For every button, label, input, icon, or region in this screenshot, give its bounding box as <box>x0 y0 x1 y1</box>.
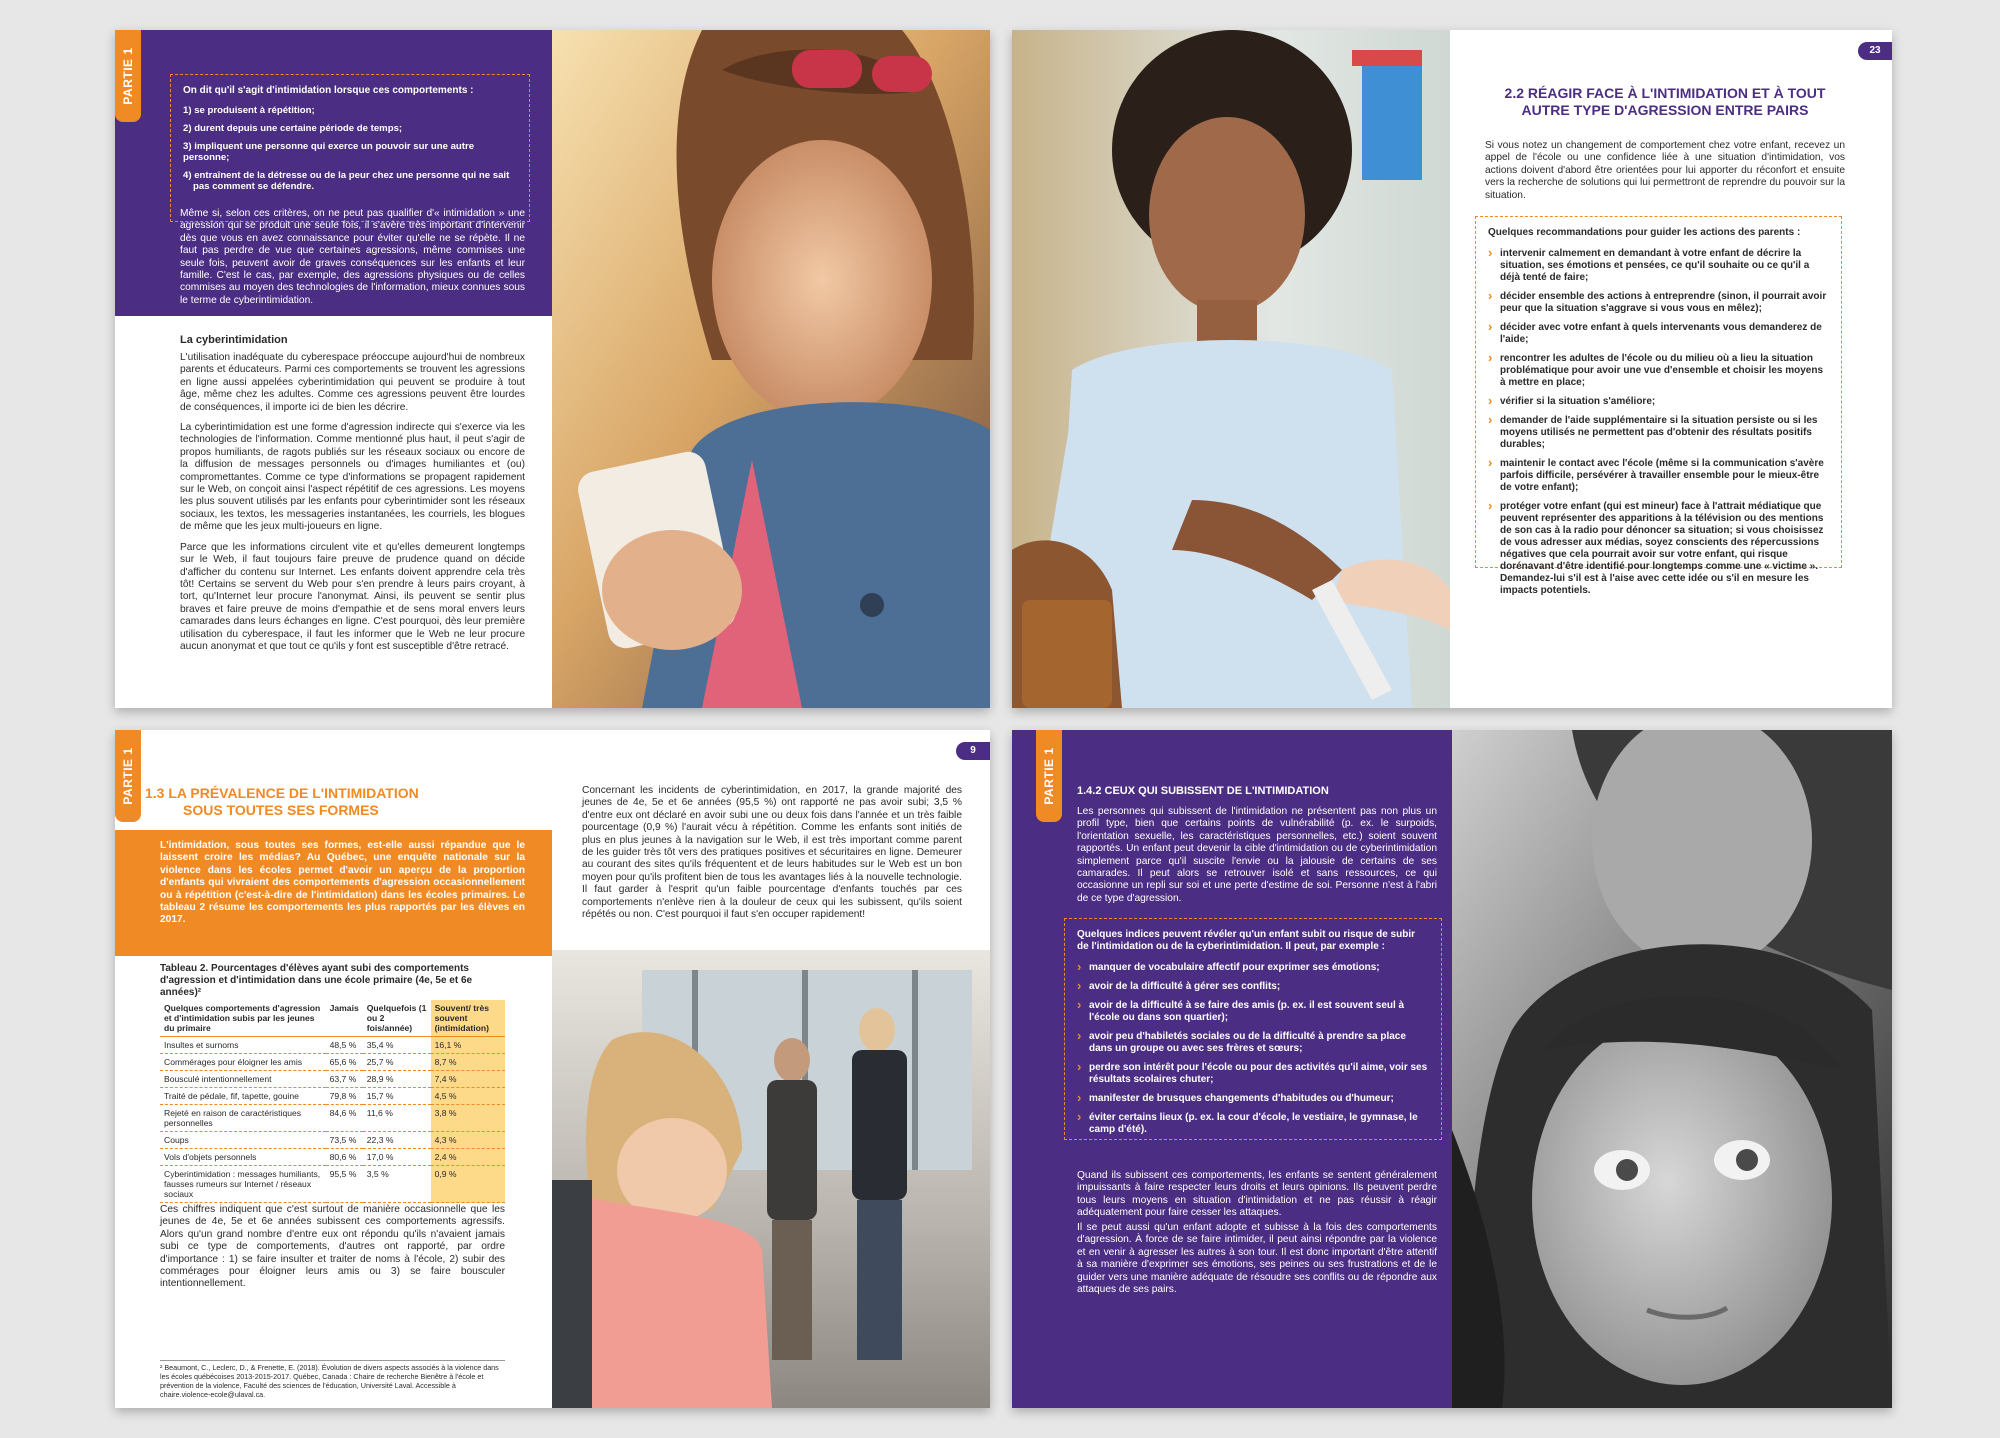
part-tab: PARTIE 1 <box>115 30 141 122</box>
section-title-line-1: 1.3 LA PRÉVALENCE DE L'INTIMIDATION <box>145 785 419 801</box>
right-page <box>1450 30 1892 708</box>
recommendation-item: › demander de l'aide supplémentaire si la situation persiste ou si les moyens utilisés ne permettent pas d'obtenir des résultats positifs durables; <box>1488 415 1829 451</box>
table-title: Tableau 2. Pourcentages d'élèves ayant subi des comportements d'agression et d'intimidation dans une école primaire (4e, 5e et 6e années)² <box>160 963 473 998</box>
stats-table-wrapper <box>160 1000 505 1203</box>
header-often: Souvent/ très souvent (intimidation) <box>431 1000 505 1037</box>
criterion-4: 4) entraînent de la détresse ou de la peur chez une personne qui ne sait pas comment se défendre. <box>183 170 510 192</box>
header-behaviour: Quelques comportements d'agression et d'intimidation subis par les jeunes du primaire <box>160 1000 326 1037</box>
sign-item: › avoir de la difficulté à se faire des amis (p. ex. il est souvent seul à l'école ou dans son quartier); <box>1077 1000 1429 1024</box>
criteria-intro: On dit qu'il s'agit d'intimidation lorsque ces comportements : <box>183 85 474 96</box>
signs-list <box>1077 962 1429 1136</box>
sign-item: › éviter certains lieux (p. ex. la cour d'école, le vestiaire, le gymnase, le camp d'été). <box>1077 1112 1429 1136</box>
signs-box <box>1064 918 1442 1140</box>
left-body <box>180 334 525 661</box>
section-title-line-2: SOUS TOUTES SES FORMES <box>183 802 379 818</box>
table-row: Insultes et surnoms 48,5 % 35,4 % 16,1 % <box>160 1037 505 1054</box>
bullied-girl-image <box>552 950 990 1408</box>
header-never: Jamais <box>326 1000 363 1037</box>
table-header-row <box>160 1000 505 1037</box>
spread-reagir <box>1012 30 1892 708</box>
photo-parent-and-child-bw <box>1452 730 1892 1408</box>
recommendation-item: › décider ensemble des actions à entreprendre (sinon, il pourrait avoir peur que la situation s'aggrave si vous vous en mêlez); <box>1488 291 1829 315</box>
table-row: Traité de pédale, fif, tapette, gouine 79,8 % 15,7 % 4,5 % <box>160 1088 505 1105</box>
header-sometimes: Quelquefois (1 ou 2 fois/année) <box>363 1000 431 1037</box>
criteria-box <box>170 74 530 222</box>
photo-bullied-girl <box>552 950 990 1408</box>
recommendations-title: Quelques recommandations pour guider les actions des parents : <box>1488 227 1801 238</box>
table-row: Cyberintimidation : messages humiliants, fausses rumeurs sur Internet / réseaux sociaux 95,5 % 3,5 % 0,9 % <box>160 1166 505 1203</box>
parent-and-child-image <box>1452 730 1892 1408</box>
table-row: Commérages pour éloigner les amis 65,6 % 25,7 % 8,7 % <box>160 1054 505 1071</box>
sign-item: › perdre son intérêt pour l'école ou pour des activités qu'il aime, voir ses résultats scolaires chuter; <box>1077 1062 1429 1086</box>
spread-ceux-qui-subissent <box>1012 730 1892 1408</box>
footnote-rule <box>160 1360 505 1361</box>
body-paragraph-3: Parce que les informations circulent vite et qu'elles demeurent longtemps sur le Web, il faut toujours faire preuve de prudence quand on décide d'afficher du contenu sur Internet. Les enfants doivent apprendre cela très tôt! Certains se servent du Web pour s'en prendre à leurs pairs croyant, à tort, qu'Internet leur procure l'anonymat. Ainsi, ils peuvent se sentir plus braves et faire preuve de moins d'empathie et de sens moral envers leurs camarades dans leurs échanges en ligne. C'est pourquoi, dès leur première utilisation du cyberespace, il faut les informer que le Web ne leur procure aucun anonymat et que tout ce qu'ils y font est susceptible d'être retracé. <box>180 541 525 652</box>
criterion-1: 1) se produisent à répétition; <box>183 105 315 116</box>
stats-table <box>160 1000 505 1203</box>
sign-item: › manquer de vocabulaire affectif pour exprimer ses émotions; <box>1077 962 1429 974</box>
recommendation-item: › intervenir calmement en demandant à votre enfant de décrire la situation, ses émotions et pensées, ce qu'il souhaite ou ce qu'il a déjà tenté de faire; <box>1488 248 1829 284</box>
page-number: 23 <box>1858 42 1892 60</box>
photo-parent-handshake <box>1012 30 1450 708</box>
sign-item: › avoir de la difficulté à gérer ses conflits; <box>1077 981 1429 993</box>
table-row: Bousculé intentionnellement 63,7 % 28,9 % 7,4 % <box>160 1071 505 1088</box>
body-paragraph-3: Il se peut aussi qu'un enfant adopte et subisse à la fois des comportements d'agression. À force de se faire intimider, il peut ainsi répondre par la violence et en venir à agresser les autres à son tour. Il est donc important d'être attentif à sa manière d'exprimer ses émotions, ses peines ou ses frustrations et de le guider vers une manière adéquate de résoudre ses conflits ou de répondre aux attaques de ses pairs. <box>1077 1222 1437 1296</box>
table-row: Rejeté en raison de caractéristiques personnelles 84,6 % 11,6 % 3,8 % <box>160 1105 505 1132</box>
recommendation-item: › maintenir le contact avec l'école (même si la communication s'avère parfois difficile, persévérer à travailler ensemble pour le mieux-être de votre enfant); <box>1488 458 1829 494</box>
spread-cyberintimidation <box>115 30 990 708</box>
recommendations-list <box>1488 248 1829 597</box>
recommendation-item: › vérifier si la situation s'améliore; <box>1488 396 1829 408</box>
body-paragraph-2: La cyberintimidation est une forme d'agression indirecte qui s'exerce via les technologies de l'information. Comme mentionné plus haut, il peut s'agir de propos humiliants, de ragots publiés sur les réseaux sociaux ou encore de la diffusion de messages personnels ou d'images humiliantes et (ou) compromettantes. Comme ce type d'informations se propagent rapidement sur le Web, on conçoit ainsi l'aspect répétitif de ces agressions. Les moyens les plus souvent utilisés par les enfants pour cyberintimider sont les réseaux sociaux, les textos, les messageries instantanées, les courriels, les blogues de même que les jeux multi-joueurs en ligne. <box>180 422 525 533</box>
spread-prevalence <box>115 730 990 1408</box>
right-page <box>552 730 990 1408</box>
section-title <box>145 785 545 819</box>
signs-title: Quelques indices peuvent révéler qu'un enfant subit ou risque de subir de l'intimidation ou de la cyberintimidation. Il peut, par exemple : <box>1077 929 1415 952</box>
table-row: Coups 73,5 % 22,3 % 4,3 % <box>160 1132 505 1149</box>
body-paragraph-2: Quand ils subissent ces comportements, les enfants se sentent généralement impuissants à faire respecter leurs droits et leurs opinions. Ils peuvent perdre tous leurs moyens en situation d'intimidation et ne pas réussir à réagir adéquatement pour faire cesser les attaques. <box>1077 1170 1437 1219</box>
subheading-cyberintimidation: La cyberintimidation <box>180 334 288 346</box>
footnote: ² Beaumont, C., Leclerc, D., & Frenette, E. (2018). Évolution de divers aspects associés à la violence dans les écoles québécoises 2013-2015-2017. Québec, Canada : Chaire de recherche Bienêtre à l'école et prévention de la violence, Faculté des sciences de l'éducation, Université Laval. Accessible à chaire.violence-ecole@ulaval.ca. <box>160 1363 499 1399</box>
sign-item: › manifester de brusques changements d'habitudes ou d'humeur; <box>1077 1093 1429 1105</box>
criterion-2: 2) durent depuis une certaine période de temps; <box>183 123 403 134</box>
part-tab: PARTIE 1 <box>115 730 141 822</box>
intro-paragraph: Si vous notez un changement de comportement chez votre enfant, recevez un appel de l'école ou une confidence liée à une situation d'intimidation, vos actions doivent d'abord être orientées pour lui apporter du réconfort et ensuite vers la recherche de solutions qui lui permettront de reprendre du pouvoir sur la situation. <box>1485 140 1845 201</box>
recommendation-item: › décider avec votre enfant à quels intervenants vous demanderez de l'aide; <box>1488 322 1829 346</box>
section-heading: 1.4.2 CEUX QUI SUBISSENT DE L'INTIMIDATION <box>1077 785 1329 797</box>
sign-item: › avoir peu d'habiletés sociales ou de la difficulté à prendre sa place dans un groupe ou avec ses frères et sœurs; <box>1077 1031 1429 1055</box>
section-title <box>1470 85 1860 119</box>
left-page <box>115 30 552 708</box>
recommendation-item: › rencontrer les adultes de l'école ou du milieu où a lieu la situation problématique pour avoir une vue d'ensemble et choisir les moyens à mettre en place; <box>1488 353 1829 389</box>
purple-paragraph: Même si, selon ces critères, on ne peut pas qualifier d'« intimidation » une agression qui se produit une seule fois, il s'avère très important d'intervenir dès que vous en avez connaissance pour éviter qu'elle ne se répète. Il ne faut pas perdre de vue que certaines agressions, même commises une seule fois, peuvent avoir de graves conséquences sur les enfants et leur famille. C'est le cas, par exemple, des agressions physiques ou de celles commises au moyen des technologies de l'information, mieux connues sous le terme de cyberintimidation. <box>180 208 525 306</box>
left-page <box>115 730 552 1408</box>
page-number: 9 <box>956 742 990 760</box>
intro-paragraph: Les personnes qui subissent de l'intimidation ne présentent pas non plus un profil type, bien que certains points de vulnérabilité (p. ex. le surpoids, l'orientation sexuelle, les caractéristiques personnelles, etc.) soient souvent rapportés. Un enfant peut devenir la cible d'intimidation ou de cyberintimidation simplement parce qu'il suscite l'envie ou la jalousie de certains de ses camarades. Il peut alors se retrouver isolé et sans ressources, ce qui occasionne un repli sur soi et une perte d'estime de soi. Personne n'est à l'abri de ce type d'agression. <box>1077 806 1437 904</box>
recommendations-box <box>1475 216 1842 596</box>
orange-paragraph: L'intimidation, sous toutes ses formes, est-elle aussi répandue que le laissent croire les médias? Au Québec, une enquête nationale sur la violence dans les écoles permet d'avoir un aperçu de la proportion d'enfants qui vivraient des comportements d'agression occasionnellement ou à répétition (c'est-à-dire de l'intimidation) dans les écoles primaires. Le tableau 2 résume les comportements les plus rapportés par les élèves en 2017. <box>160 840 525 926</box>
photo-girl-with-tablet <box>552 30 990 708</box>
right-paragraph: Concernant les incidents de cyberintimidation, en 2017, la grande majorité des jeunes de 4e, 5e et 6e années (95,5 %) ont rapporté ne pas avoir subi; 3,5 % d'entre eux ont déclaré en avoir subi une ou deux fois dans l'année et un très faible pourcentage (0,9 %) l'aurait vécu à répétition. Comme les enfants sont initiés de plus en plus jeunes à la navigation sur le Web, il est très important comme parent de les guider très tôt vers des pratiques positives et sécuritaires en ligne. Demeurer au courant des sites qu'ils fréquentent et de leurs habitudes sur le Web est un bon moyen pour qu'ils profitent bien de tous les avantages liés à la nouvelle technologie. Il faut garder à l'esprit qu'un faible pourcentage d'enfants touchés par ces comportements n'enlève rien à la douleur de ceux qui les subissent, qu'ils soient répétés ou non. C'est pourquoi il faut s'en occuper rapidement! <box>582 785 962 921</box>
criterion-3: 3) impliquent une personne qui exerce un pouvoir sur une autre personne; <box>183 141 475 163</box>
recommendation-item: › protéger votre enfant (qui est mineur) face à l'attrait médiatique que peuvent représenter des apparitions à la télévision ou des mentions de son cas à la radio pour dénoncer sa situation; si vous choisissez de vous adresser aux médias, soyez conscients des répercussions négatives que cela pourrait avoir sur votre enfant, qui risque dorénavant d'être identifié pour longtemps comme une « victime ». Demandez-lui s'il est à l'aise avec cette idée ou s'il en mesure les impacts potentiels. <box>1488 501 1829 597</box>
section-title-line-1: 2.2 RÉAGIR FACE À L'INTIMIDATION ET À TOUT <box>1504 85 1826 101</box>
after-table-paragraph: Ces chiffres indiquent que c'est surtout de manière occasionnelle que les jeunes de 4e, 5e et 6e années subissent ces comportements agressifs. Alors qu'un grand nombre d'entre eux ont répondu qu'ils n'avaient jamais subi ce type de comportements, d'autres ont rapporté, par ordre d'importance : 1) se faire insulter et traiter de noms à l'école, 2) subir des commérages pour éloigner leurs amis ou 3) se faire bousculer intentionnellement. <box>160 1204 505 1290</box>
part-tab: PARTIE 1 <box>1036 730 1062 822</box>
body-paragraph-1: L'utilisation inadéquate du cyberespace préoccupe aujourd'hui de nombreux parents et éducateurs. Parmi ces comportements se trouvent les agressions en ligne aussi appelées cyberintimidation qui peuvent se produire à tout âge, même chez les adultes. Comme ces agressions peuvent être lourdes de conséquences, il importe ici de bien les décrire. <box>180 352 525 413</box>
left-page <box>1012 730 1452 1408</box>
girl-with-tablet-image <box>552 30 990 708</box>
table-row: Vols d'objets personnels 80,6 % 17,0 % 2,4 % <box>160 1149 505 1166</box>
parent-handshake-image <box>1012 30 1450 708</box>
section-title-line-2: AUTRE TYPE D'AGRESSION ENTRE PAIRS <box>1521 102 1809 118</box>
